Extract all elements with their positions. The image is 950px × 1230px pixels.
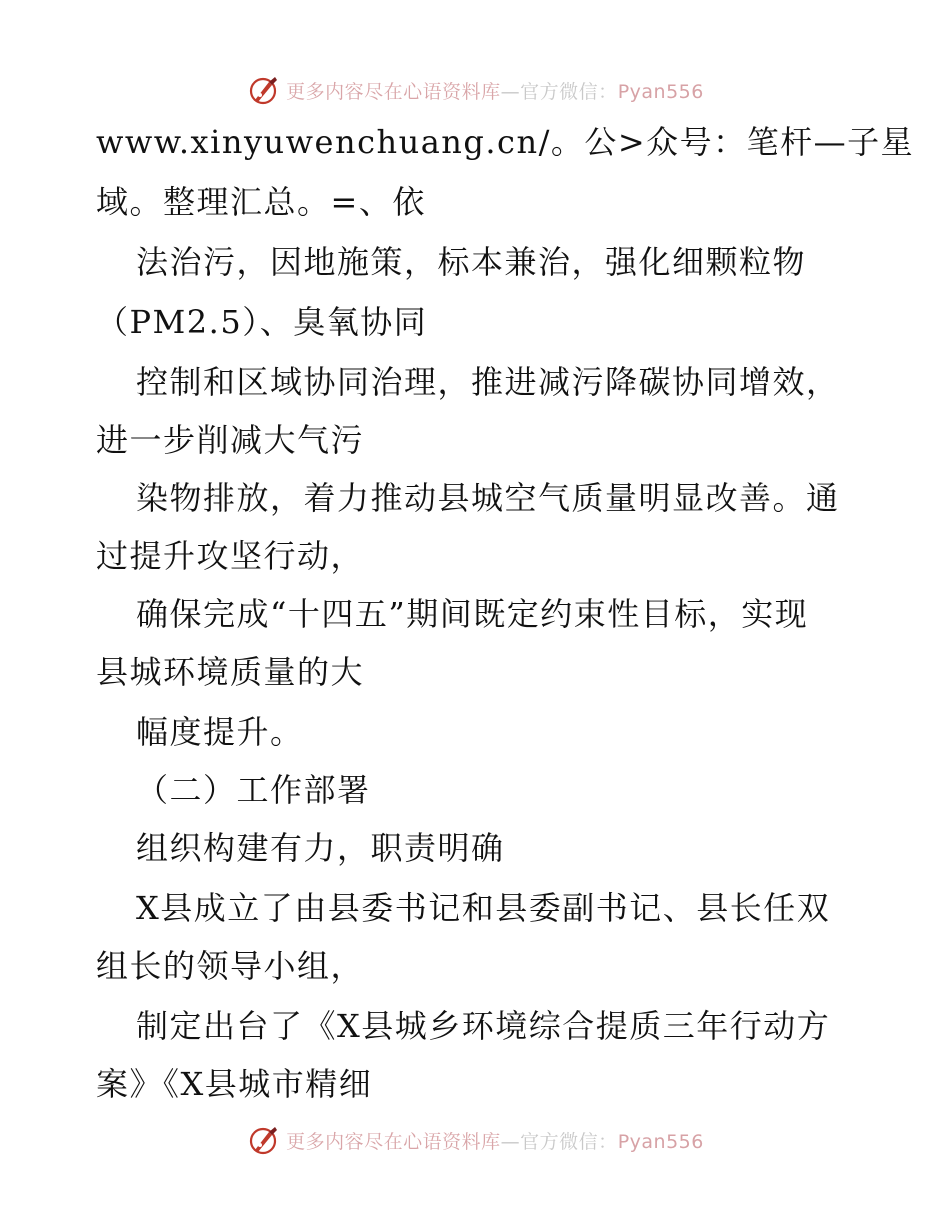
- pen-logo-icon: [246, 1123, 280, 1157]
- text-line: 进一步削减大气污: [96, 421, 365, 459]
- banner-text: [286, 77, 704, 104]
- text-line: 法治污，因地施策，标本兼治，强化细颗粒物: [136, 243, 807, 281]
- text-line: www.xinyuwenchuang.cn/。公>众号：笔杆—子星: [96, 123, 915, 161]
- text-line: 域。整理汇总。=、依: [96, 183, 426, 221]
- text-line: 确保完成“十四五”期间既定约束性目标，实现: [136, 595, 809, 633]
- section-heading: （二）工作部署: [136, 771, 371, 809]
- header-banner: [0, 70, 950, 110]
- banner-wechat-id: Pyan556: [617, 80, 704, 103]
- banner-wechat-label: 官方微信：: [520, 1130, 618, 1153]
- text-line: 幅度提升。: [136, 713, 304, 751]
- text-line: X县成立了由县委书记和县委副书记、县长任双: [136, 889, 831, 927]
- banner-separator: —: [500, 1130, 521, 1153]
- banner-wechat-label: 官方微信：: [520, 80, 618, 103]
- text-line: 制定出台了《X县城乡环境综合提质三年行动方: [136, 1007, 831, 1045]
- pen-logo-icon: [246, 73, 280, 107]
- banner-separator: —: [500, 80, 521, 103]
- banner-main-text: 更多内容尽在心语资料库: [286, 80, 501, 103]
- text-line: 控制和区域协同治理，推进减污降碳协同增效，: [136, 363, 840, 401]
- banner-text: [286, 1127, 704, 1154]
- text-line: 案》《X县城市精细: [96, 1065, 373, 1103]
- banner-wechat-id: Pyan556: [617, 1130, 704, 1153]
- banner-main-text: 更多内容尽在心语资料库: [286, 1130, 501, 1153]
- text-line: 县城环境质量的大: [96, 653, 365, 691]
- text-line: 染物排放，着力推动县城空气质量明显改善。通: [136, 479, 840, 517]
- text-line: （PM2.5）、臭氧协同: [96, 303, 428, 341]
- footer-banner: [0, 1120, 950, 1160]
- text-line: 过提升攻坚行动，: [96, 537, 365, 575]
- text-line: 组长的领导小组，: [96, 947, 365, 985]
- text-line: 组织构建有力，职责明确: [136, 829, 505, 867]
